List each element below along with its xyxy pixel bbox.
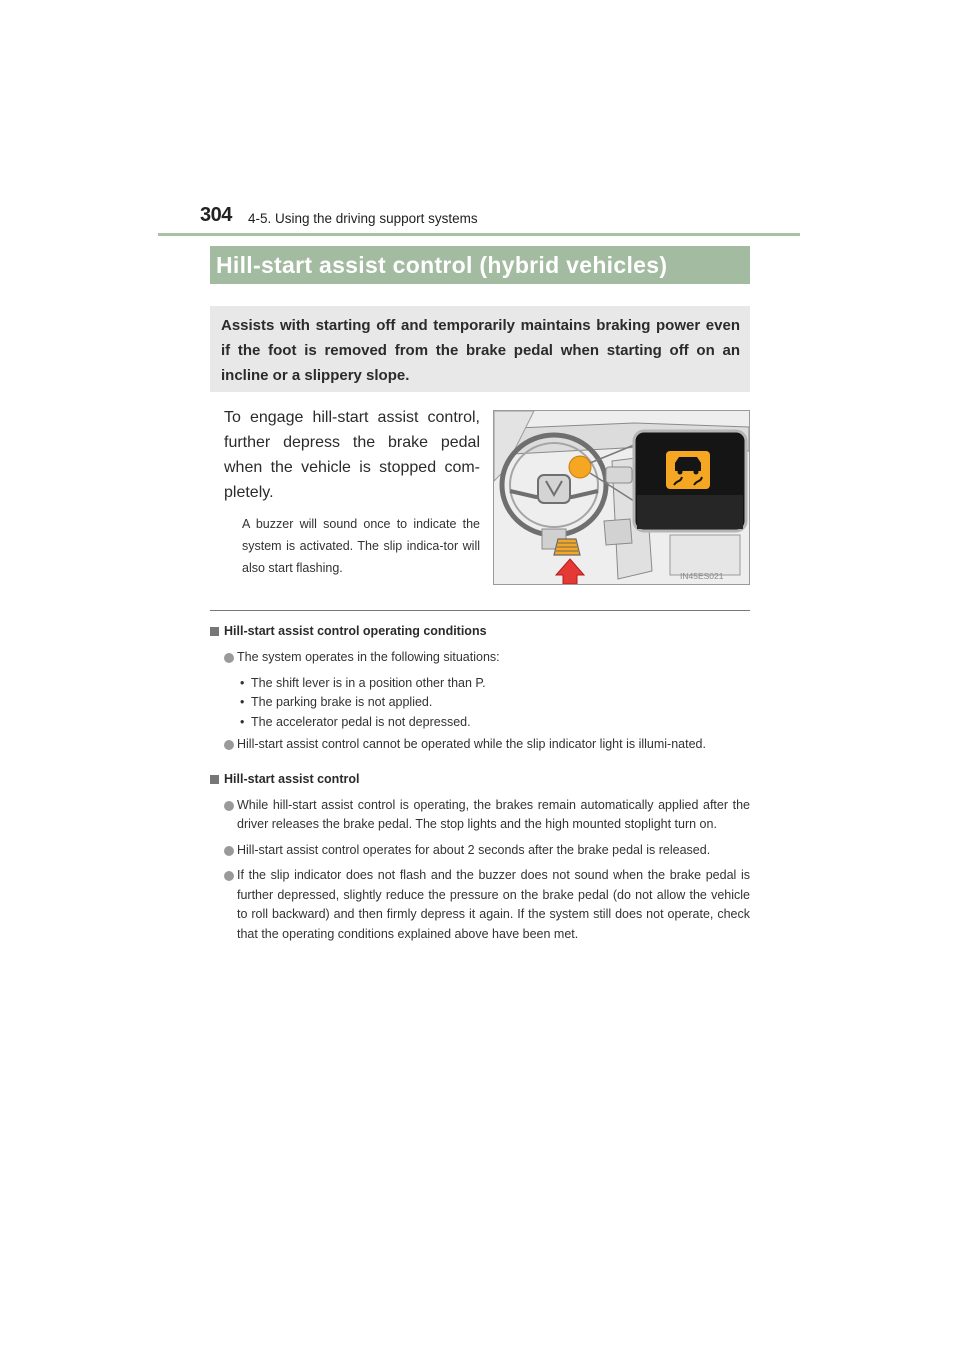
section-divider [210, 610, 750, 611]
dot-marker-icon: • [240, 695, 245, 709]
list-item [210, 648, 750, 668]
page-number: 304 [200, 204, 232, 226]
list-item [210, 735, 750, 755]
conditions-bullet-2: Hill-start assist control cannot be operated while the slip indicator light is illumi-nated. [237, 737, 706, 751]
sub-list-item [210, 693, 750, 713]
conditions-heading-row [210, 621, 750, 641]
dot-marker-icon: • [240, 675, 245, 690]
page-title-bar [210, 246, 750, 284]
circle-bullet-icon [224, 871, 234, 881]
conditions-heading: Hill-start assist control operating conditions [224, 624, 487, 638]
sub-list-item [210, 674, 750, 694]
slip-indicator-icon [666, 451, 710, 489]
control-heading: Hill-start assist control [224, 771, 360, 786]
circle-bullet-icon [224, 740, 234, 750]
page-title: Hill-start assist control (hybrid vehicles) [216, 251, 668, 278]
engage-instruction: To engage hill-start assist control, further depress the brake pedal when the vehicle is stopped com-pletely. [224, 409, 480, 501]
conditions-bullet-1: The system operates in the following situations: [237, 650, 500, 664]
list-item [210, 796, 750, 835]
notes-section [210, 621, 750, 950]
header-divider [158, 233, 800, 236]
circle-bullet-icon [224, 653, 234, 663]
control-bullet-1: While hill-start assist control is operating, the brakes remain automatically applied after the driver releases the brake pedal. The stop lights and the high mounted stoplight turn on. [237, 797, 750, 831]
control-bullet-2: Hill-start assist control operates for about 2 seconds after the brake pedal is released. [237, 842, 711, 857]
control-heading-row [210, 769, 750, 789]
buzzer-note: A buzzer will sound once to indicate the system is activated. The slip indica-tor will also start flashing. [242, 517, 480, 575]
square-bullet-icon [210, 627, 219, 636]
sub-item-text: The parking brake is not applied. [251, 695, 433, 709]
list-item [210, 866, 750, 944]
sub-item-text: The accelerator pedal is not depressed. [251, 714, 471, 729]
dashboard-illustration [493, 410, 750, 585]
list-item [210, 841, 750, 861]
sub-item-text: The shift lever is in a position other than P. [251, 675, 486, 690]
square-bullet-icon [210, 775, 219, 784]
dot-marker-icon: • [240, 714, 245, 729]
section-label: 4-5. Using the driving support systems [248, 211, 478, 226]
intro-summary: Assists with starting off and temporarily maintains braking power even if the foot is removed from the brake pedal when starting off on an incline or a slippery slope. [210, 306, 750, 392]
control-bullet-3: If the slip indicator does not flash and the buzzer does not sound when the brake pedal is further depressed, slightly reduce the pressure on the brake pedal (do not allow the vehicle to roll backward) and then firmly depress it again. If the system still does not operate, check that the operating conditions explained above have been met. [237, 868, 750, 941]
sub-list-item [210, 713, 750, 733]
illustration-code: IN45ES021 [680, 571, 724, 581]
dashboard-drawing [494, 411, 749, 584]
conditions-sub-list [210, 674, 750, 733]
circle-bullet-icon [224, 846, 234, 856]
circle-bullet-icon [224, 801, 234, 811]
